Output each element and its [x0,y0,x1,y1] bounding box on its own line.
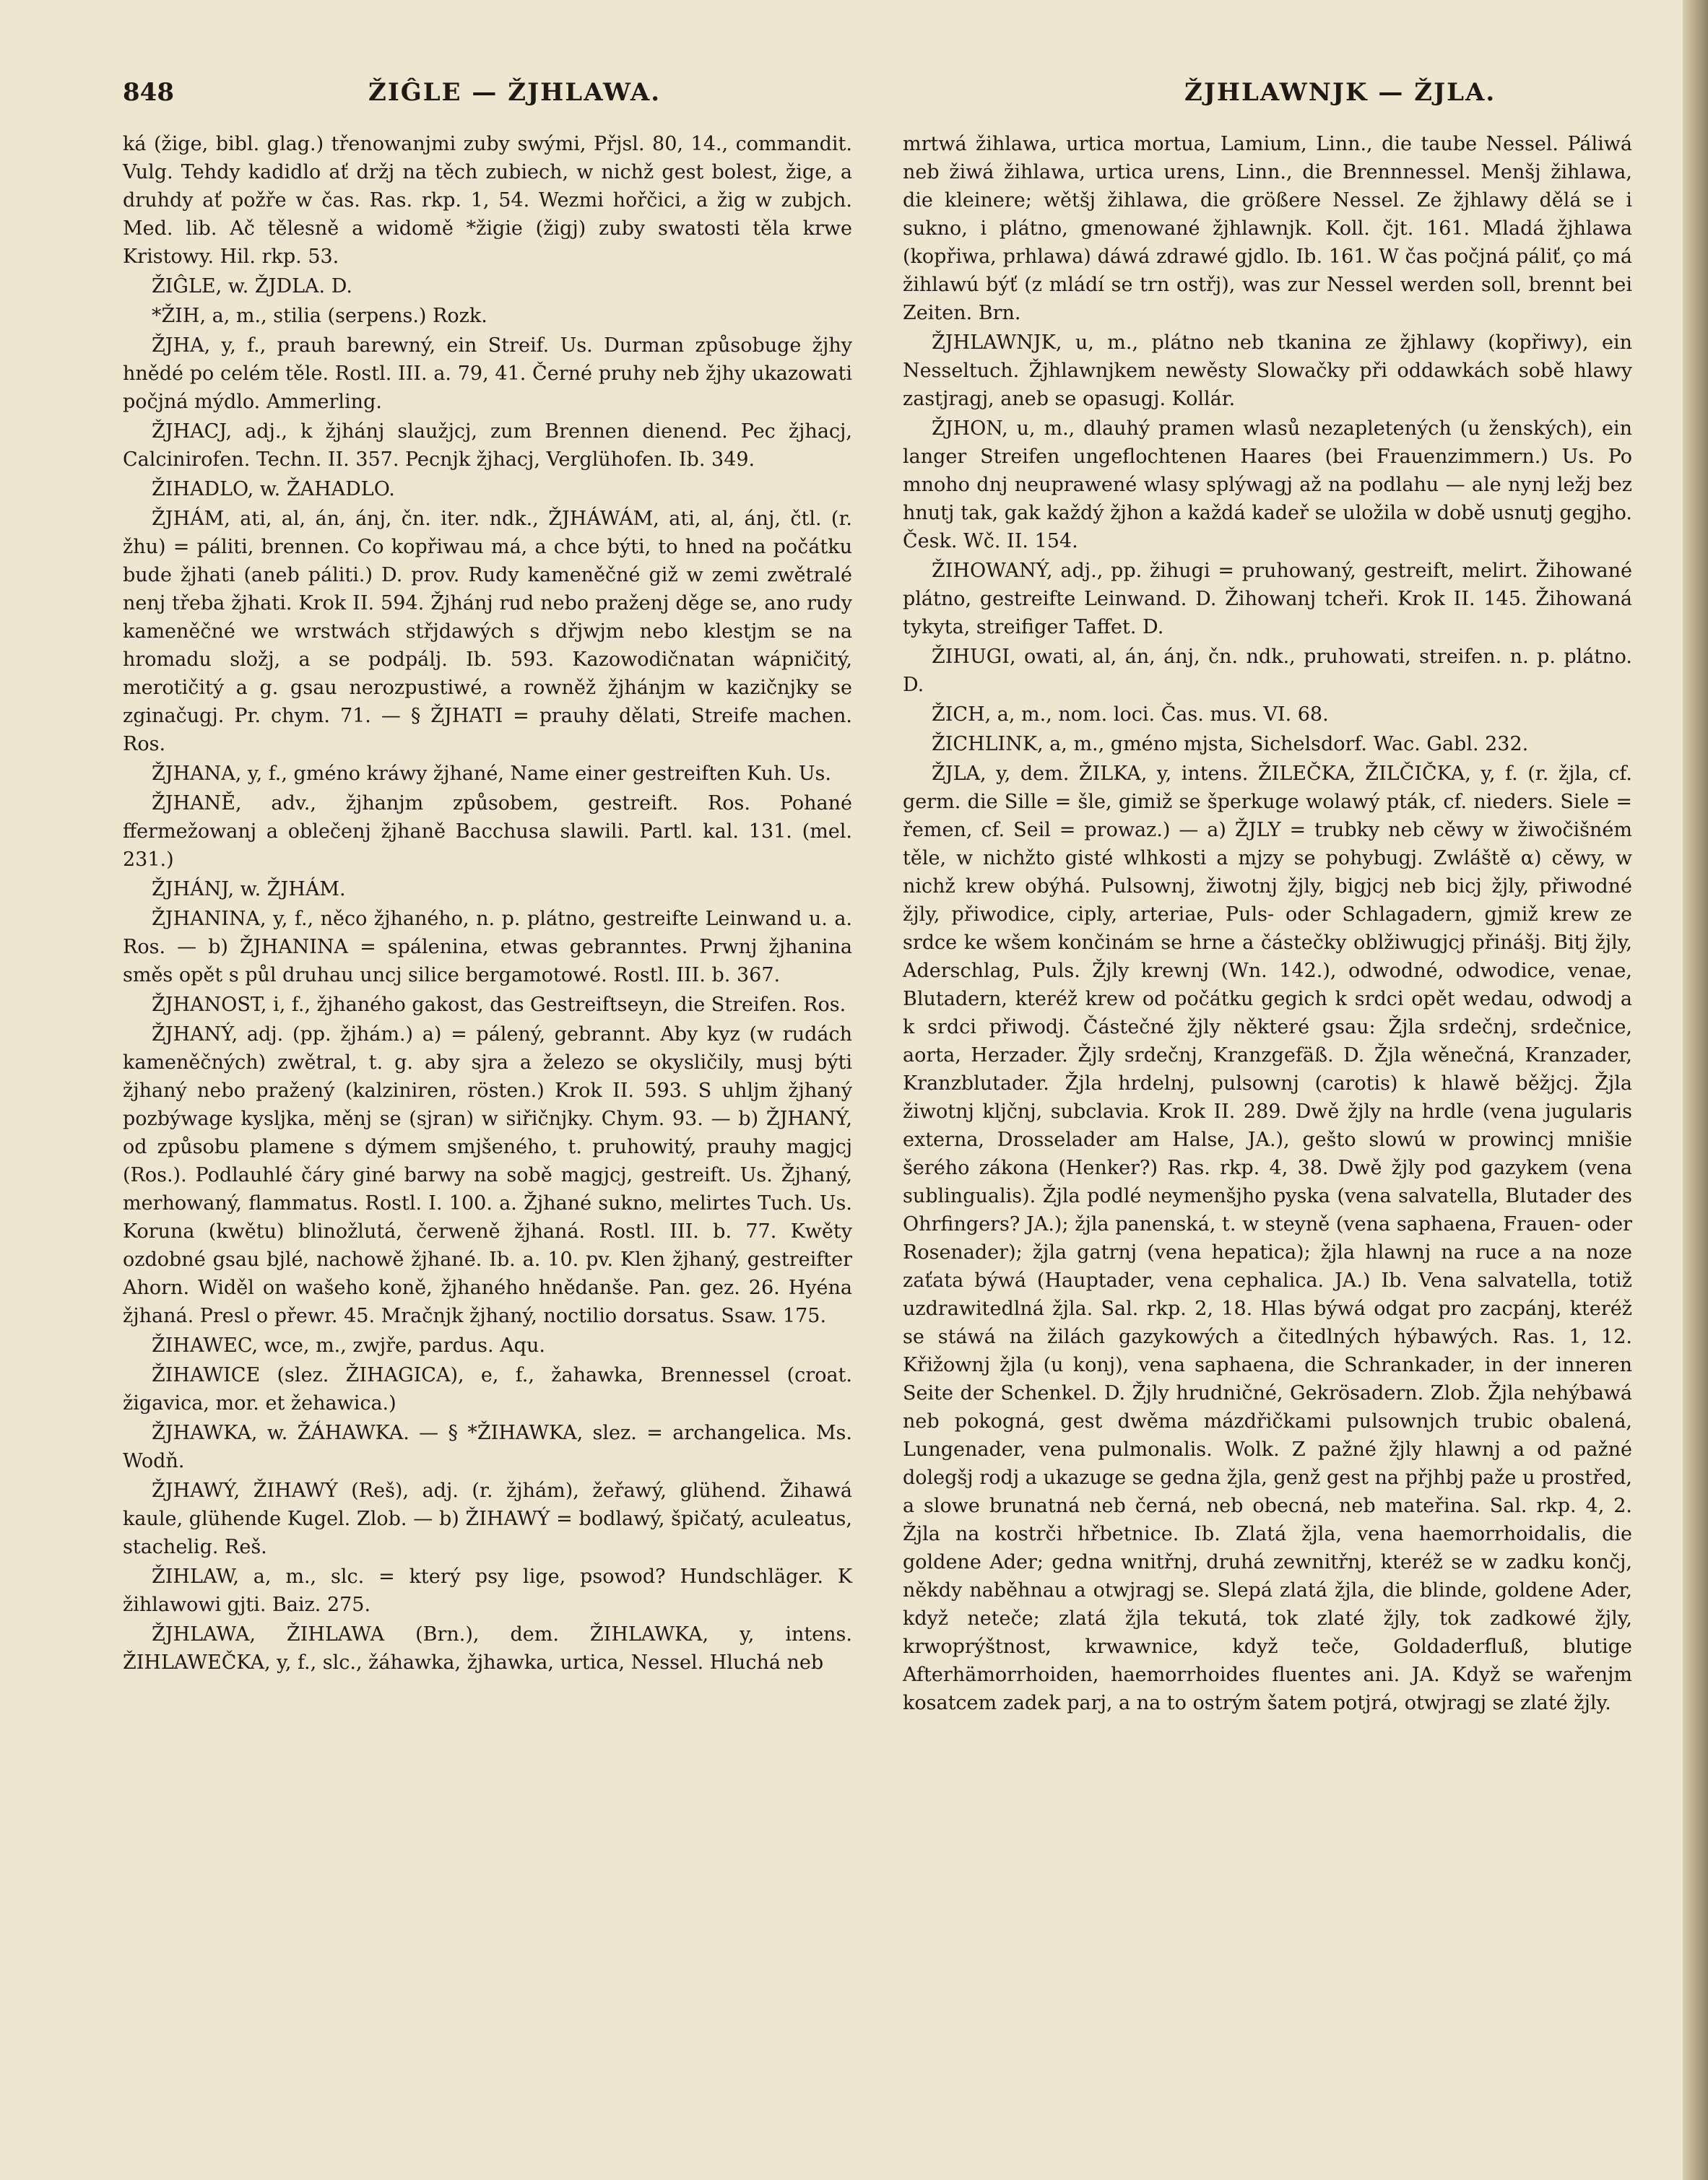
dictionary-entry: *ŽIH, a, m., stilia (serpens.) Rozk. [152,305,487,327]
dictionary-entry: ŽJHANA, y, f., gméno kráwy žjhané, Name einer gestreiften Kuh. Us. [152,763,831,785]
dictionary-entry: mrtwá žihlawa, urtica mortua, Lamium, Linn., die taube Nessel. Páliwá neb žiwá žihlawa, urtica urens, Linn., die Brennnessel. Menšj žihlawa, die kleinere; wětšj žihlawa, die größere Nessel. Ze žjhlawy dělá se i sukno, i plátno, gmenowané žjhlawnjk. Koll. čjt. 161. Mladá žjhlawa (kopřiwa, prhlawa) dáwá zdrawé gjdlo. Ib. 161. W čas počjná páliť, ço má žihlawú býť (z mládí se trn ostřj), was zur Nessel werden soll, brennt bei Zeiten. Brn. [903,133,1632,324]
dictionary-entry: ŽJLA, y, dem. ŽILKA, y, intens. ŽILEČKA, ŽILČIČKA, y, f. (r. žjla, cf. germ. die Sille = šle, gimiž se šperkuge wolawý pták, cf. nieders. Siele = řemen, cf. Seil = prowaz.) — a) ŽJLY = trubky neb cěwy w žiwočišném těle, w nichžto gisté wlhkosti a mjzy se pohybugj. Zwláště α) cěwy, w nichž krew obýhá. Pulsownj, žiwotnj žjly, bigjcj neb bicj žjly, přiwodné žjly, přiwodice, ciply, arteriae, Puls- oder Schlagadern, gjmiž krew ze srdce ke wšem končinám se hrne a částečky oblžiwugjcj přinášj. Bitj žjly, Aderschlag, Puls. Žjly krewnj (Wn. 142.), odwodné, odwodice, venae, Blutadern, kteréž krew od počátku gegich k srdci opět wedau, odwodj a k srdci přiwodj. Částečné žjly některé gsau: Žjla srdečnj, srdečnice, aorta, Herzader. Žjly srdečnj, Kranzgefäß. D. Žjla wěnečná, Kranzader, Kranzblutader. Žjla hrdelnj, pulsownj (carotis) k hlawě běžjcj. Žjla žiwotnj kljčnj, subclavia. Krok II. 289. Dwě žjly na hrdle (vena jugularis externa, Drosselader am Halse, JA.), gešto slowú w prowincj mnišie šerého zákona (Henker?) Ras. rkp. 4, 38. Dwě žjly pod gazykem (vena sublingualis). Žjla podlé neymenšjho pyska (vena salvatella, Blutader des Ohrfingers? JA.); žjla panenská, t. w steyně (vena saphaena, Frauen- oder Rosenader); žjla gatrnj (vena hepatica); žjla hlawnj na ruce a na noze zaťata býwá (Hauptader, vena cephalica. JA.) Ib. Vena salvatella, totiž uzdrawitedlná žjla. Sal. rkp. 2, 18. Hlas býwá odgat pro zacpánj, kteréž se stáwá na žilách gazykowých a čitedlných hýbawých. Ras. 1, 12. Křižownj žjla (u konj), vena saphaena, die Schrankader, in der inneren Seite der Schenkel. D. Žjly hrudničné, Gekrösadern. Zlob. Žjla nehýbawá neb pokogná, gest dwěma mázdřičkami pulsownjch trubic obalená, Lungenader, vena pulmonalis. Wolk. Z pažné žjly hlawnj a od pažné dolegšj rodj a ukazuge se gedna žjla, genž gest na přjhbj paže u prostřed, a slowe brunatná neb černá, neb obecná, neb mateřina. Sal. rkp. 4, 2. Žjla na kostrči hřbetnice. Ib. Zlatá žjla, vena haemorrhoidalis, die goldene Ader; gedna wnitřnj, druhá zewnitřnj, kteréž se w zadku končj, někdy naběhnau a otwjragj se. Slepá zlatá žjla, die blinde, goldene Ader, když neteče; zlatá žjla tekutá, tok zlaté žjly, tok zadkowé žjly, krwoprýštnost, krwawnice, když teče, Goldaderfluß, blutige Afterhämorrhoiden, haemorrhoides fluentes ani. JA. Když se wařenjm kosatcem zadek parj, a na to ostrým šatem potjrá, otwjragj se zlaté žjly. [903,763,1632,1714]
dictionary-entry: ŽJHANĚ, adv., žjhanjm způsobem, gestreift. Ros. Pohané ffermežowanj a oblečenj žjhaně Bacchusa slawili. Partl. kal. 131. (mel. 231.) [123,792,852,871]
dictionary-entry: ŽJHLAWNJK, u, m., plátno neb tkanina ze žjhlawy (kopřiwy), ein Nesseltuch. Žjhlawnjkem newěsty Slowačky při oddawkách sobě hlawy zastjragj, aneb se opasugj. Kollár. [903,331,1632,410]
dictionary-entry: ŽJHACJ, adj., k žjhánj slaužjcj, zum Brennen dienend. Pec žjhacj, Calcinirofen. Techn. II. 357. Pecnjk žjhacj, Verglühofen. Ib. 349. [123,420,852,471]
dictionary-entry: ŽJHANÝ, adj. (pp. žjhám.) a) = pálený, gebrannt. Aby kyz (w rudách kameněčných) zwětral, t. g. aby sjra a železo se okysličily, musj býti žjhaný nebo pražený (kalziniren, rösten.) Krok II. 593. S uhljm žjhaný pozbýwage kysljka, měnj se (sjran) w siřičnjky. Chym. 93. — b) ŽJHANÝ, od způsobu plamene s dýmem smjšeného, t. pruhowitý, prauhy magjcj (Ros.). Podlauhlé čáry giné barwy na sobě magjcj, gestreift. Us. Žjhaný, merhowaný, flammatus. Rostl. I. 100. a. Žjhané sukno, melirtes Tuch. Us. Koruna (kwětu) blinožlutá, čerweně žjhaná. Rostl. III. b. 77. Kwěty ozdobné gsau bjlé, nachowě žjhané. Ib. a. 10. pv. Klen žjhaný, gestreifter Ahorn. Widěl on wašeho koně, žjhaného hnědanše. Pan. gez. 26. Hyéna žjhaná. Presl o přewr. 45. Mračnjk žjhaný, noctilio dorsatus. Ssaw. 175. [123,1023,852,1327]
book-page-edge [1683,0,1708,2180]
dictionary-entry: ŽICH, a, m., nom. loci. Čas. mus. VI. 68. [932,703,1329,726]
dictionary-entry: ŽJHLAWA, ŽIHLAWA (Brn.), dem. ŽIHLAWKA, y, intens. ŽIHLAWEČKA, y, f., slc., žáhawka, žjhawka, urtica, Nessel. Hluchá neb [123,1623,852,1674]
dictionary-entry: ŽIHADLO, w. ŽAHADLO. [152,478,395,500]
dictionary-entry: ŽJHÁM, ati, al, án, ánj, čn. iter. ndk., ŽJHÁWÁM, ati, al, ánj, čtl. (r. žhu) = páliti, brennen. Co kopřiwau má, a chce býti, to hned na počátku bude žjhati (aneb páliti.) D. prov. Rudy kameněčné giž w zemi zwětralé nenj třeba žjhati. Krok II. 594. Žjhánj rud nebo praženj děge se, ano rudy kameněčné we wrstwách střjdawých s dřjwjm nebo klestjm se na hromadu složj, a se podpálj. Ib. 593. Kazowodičnatan wápničitý, merotičitý a g. gsau nerozpustiwé, a rowněž žjhánjm w kazičnjky se zginačugj. Pr. chym. 71. — § ŽJHATI = prauhy dělati, Streife machen. Ros. [123,508,852,755]
dictionary-entry: ŽIHAWICE (slez. ŽIHAGICA), e, f., žahawka, Brennessel (croat. žigavica, mor. et žehawica.) [123,1364,852,1415]
dictionary-entry: ŽIHOWANÝ, adj., pp. žihugi = pruhowaný, gestreift, melirt. Žihowané plátno, gestreifte Leinwand. D. Žihowanj tcheři. Krok II. 145. Žihowaná tykyta, streifiger Taffet. D. [903,560,1632,638]
dictionary-entry: ká (žige, bibl. glag.) třenowanjmi zuby swými, Přjsl. 80, 14., commandit. Vulg. Tehdy kadidlo ať držj na těch zubiech, w nichž gest bolest, žige, a druhdy ať požře w čas. Ras. rkp. 1, 54. Wezmi hořčici, a žig w zubjch. Med. lib. Ač tělesně a widomě *žigie (žigj) zuby swatosti těla krwe Kristowy. Hil. rkp. 53. [123,133,852,268]
dictionary-entry: ŽJHON, u, m., dlauhý pramen wlasů nezapletených (u ženských), ein langer Streifen ungeflochtenen Haares (bei Frauenzimmern.) Us. Po mnoho dnj neuprawené wlasy splýwagj až na podlahu — ale nynj ležj bez hnutj tak, gak každý žjhon a každá kadeř se uložila w době usnutj gegjho. Česk. Wč. II. 154. [903,417,1632,552]
right-column [903,130,1632,1719]
left-running-head: ŽIĜLE — ŽJHLAWA. [368,78,662,107]
page-number: 848 [123,78,174,107]
dictionary-entry: ŽJHA, y, f., prauh barewný, ein Streif. Us. Durman způsobuge žjhy hnědé po celém těle. Rostl. III. a. 79, 41. Černé pruhy neb žjhy ukazowati počjná mýdlo. Ammerling. [123,334,852,413]
dictionary-entry: ŽIĜLE, w. ŽJDLA. D. [152,275,352,298]
dictionary-entry: ŽIHAWEC, wce, m., zwjře, pardus. Aqu. [152,1334,545,1357]
dictionary-entry: ŽJHAWÝ, ŽIHAWÝ (Reš), adj. (r. žjhám), žeřawý, glühend. Žihawá kaule, glühende Kugel. Zlob. — b) ŽIHAWÝ = bodlawý, špičatý, aculeatus, stachelig. Reš. [123,1480,852,1558]
dictionary-entry: ŽICHLINK, a, m., gméno mjsta, Sichelsdorf. Wac. Gabl. 232. [932,733,1529,755]
right-running-head: ŽJHLAWNJK — ŽJLA. [1184,78,1496,107]
page-header [123,78,1632,121]
dictionary-entry: ŽJHANOST, i, f., žjhaného gakost, das Gestreiftseyn, die Streifen. Ros. [152,994,846,1016]
dictionary-entry: ŽJHAWKA, w. ŽÁHAWKA. — § *ŽIHAWKA, slez. = archangelica. Ms. Wodň. [123,1422,852,1472]
dictionary-entry: ŽIHLAW, a, m., slc. = který psy lige, psowod? Hundschläger. K žihlawowi gjti. Baiz. 275. [123,1565,852,1616]
left-column [123,130,852,1678]
dictionary-entry: ŽJHÁNJ, w. ŽJHÁM. [152,878,346,900]
dictionary-entry: ŽJHANINA, y, f., něco žjhaného, n. p. plátno, gestreifte Leinwand u. a. Ros. — b) ŽJHANINA = spálenina, etwas gebranntes. Prwnj žjhanina směs opět s půl druhau uncj silice bergamotowé. Rostl. III. b. 367. [123,908,852,986]
dictionary-entry: ŽIHUGI, owati, al, án, ánj, čn. ndk., pruhowati, streifen. n. p. plátno. D. [903,646,1632,696]
